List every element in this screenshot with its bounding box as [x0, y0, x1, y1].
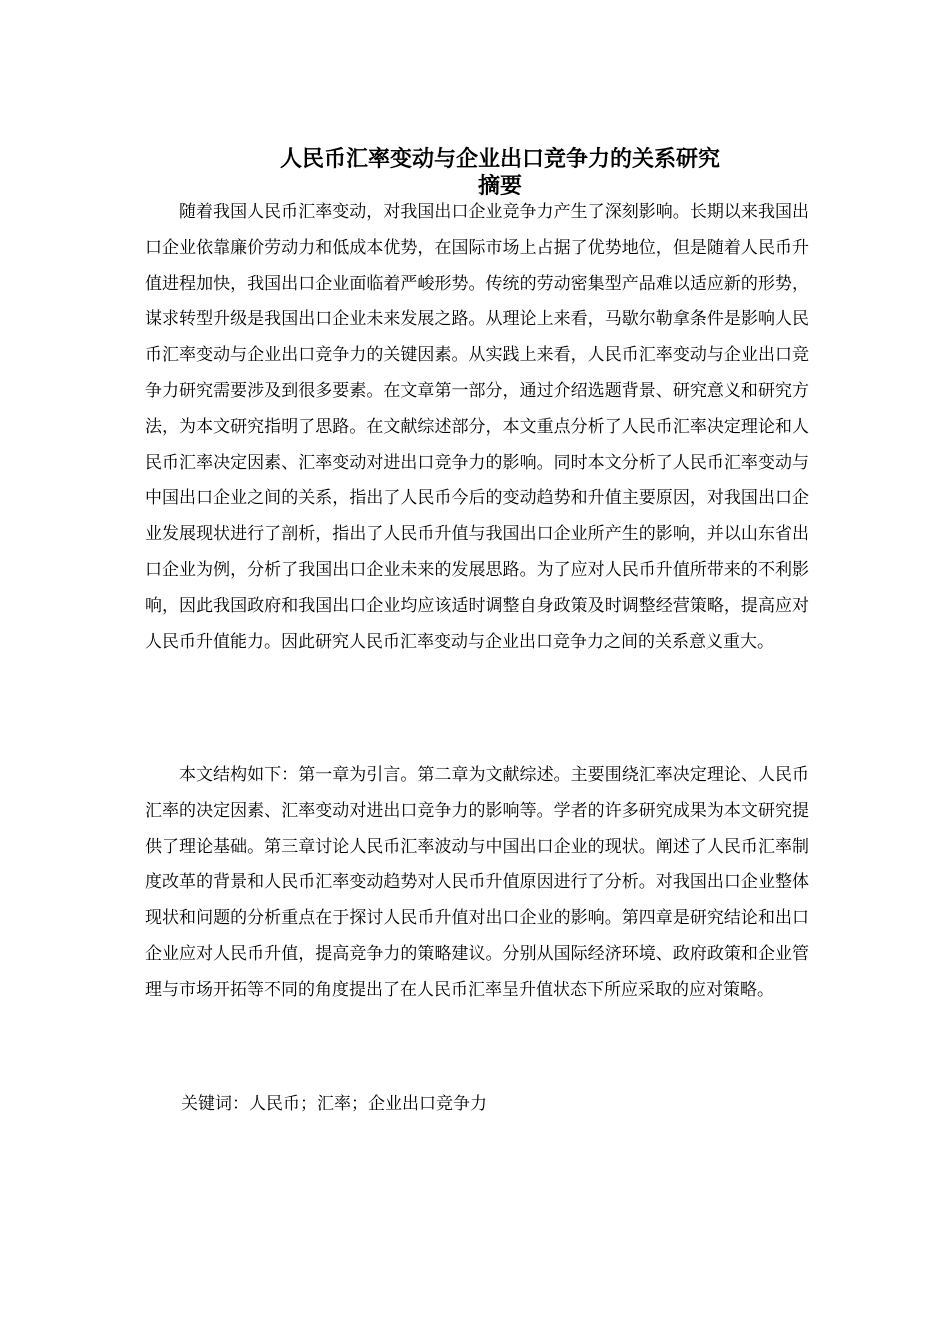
keyword-item: 人民币: [249, 1094, 300, 1114]
abstract-heading: 摘要: [477, 174, 522, 199]
keyword-separator: ；: [351, 1094, 368, 1114]
keyword-item: 企业出口竞争力: [368, 1094, 487, 1114]
document-title: 人民币汇率变动与企业出口竞争力的关系研究: [279, 147, 720, 172]
keyword-item: 汇率: [317, 1094, 351, 1114]
keywords-label: 关键词：: [181, 1094, 249, 1114]
keyword-separator: ；: [300, 1094, 317, 1114]
keywords-line: [181, 1088, 487, 1120]
abstract-paragraph-2: 本文结构如下：第一章为引言。第二章为文献综述。主要围绕汇率决定理论、人民币汇率的决定因素、汇率变动对进出口竞争力的影响等。学者的许多研究成果为本文研究提供了理论基础。第三章讨论人民币汇率波动与中国出口企业的现状。阐述了人民币汇率制度改革的背景和人民币汇率变动趋势对人民币升值原因进行了分析。对我国出口企业整体现状和问题的分析重点在于探讨人民币升值对出口企业的影响。第四章是研究结论和出口企业应对人民币升值，提高竞争力的策略建议。分别从国际经济环境、政府政策和企业管理与市场开拓等不同的角度提出了在人民币汇率呈升值状态下所应采取的应对策略。: [145, 765, 809, 1000]
abstract-paragraph-1: 随着我国人民币汇率变动，对我国出口企业竞争力产生了深刻影响。长期以来我国出口企业依靠廉价劳动力和低成本优势，在国际市场上占据了优势地位，但是随着人民币升值进程加快，我国出口企业面临着严峻形势。传统的劳动密集型产品难以适应新的形势，谋求转型升级是我国出口企业未来发展之路。从理论上来看，马歇尔勒拿条件是影响人民币汇率变动与企业出口竞争力的关键因素。从实践上来看，人民币汇率变动与企业出口竞争力研究需要涉及到很多要素。在文章第一部分，通过介绍选题背景、研究意义和研究方法，为本文研究指明了思路。在文献综述部分，本文重点分析了人民币汇率决定理论和人民币汇率决定因素、汇率变动对进出口竞争力的影响。同时本文分析了人民币汇率变动与中国出口企业之间的关系，指出了人民币今后的变动趋势和升值主要原因，对我国出口企业发展现状进行了剖析，指出了人民币升值与我国出口企业所产生的影响，并以山东省出口企业为例，分析了我国出口企业未来的发展思路。为了应对人民币升值所带来的不利影响，因此我国政府和我国出口企业均应该适时调整自身政策及时调整经营策略，提高应对人民币升值能力。因此研究人民币汇率变动与企业出口竞争力之间的关系意义重大。: [145, 202, 809, 652]
